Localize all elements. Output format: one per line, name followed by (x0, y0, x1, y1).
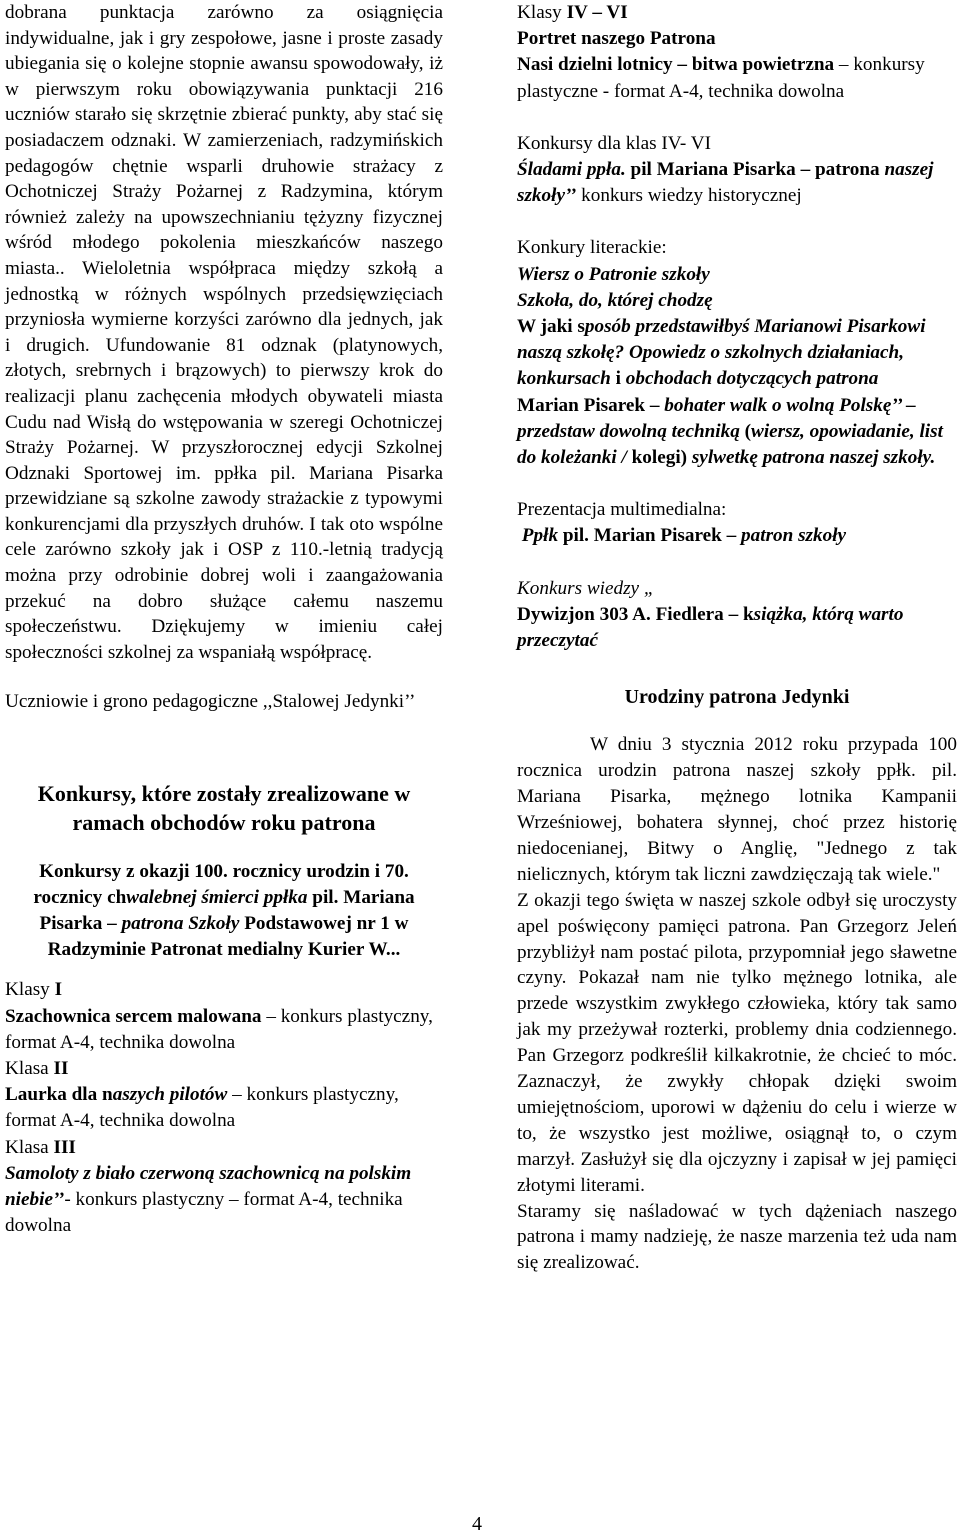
contest-multimedia: Prezentacja multimedialna: Ppłk pil. Marian Pisarek – patron szkoły (517, 499, 847, 547)
left-column (5, 0, 443, 1239)
signature: Uczniowie i grono pedagogiczne ,,Stalowej Jedynki’’ (5, 691, 416, 713)
contest-class-3: Klasa III Samoloty z biało czerwoną szachownicą na polskim niebie’’- konkurs plastyczny – format A-4, technika dowolna (5, 1136, 412, 1237)
article-heading: Urodziny patrona Jedynki (624, 686, 850, 709)
section-title: Konkursy, które zostały zrealizowane w ramach obchodów roku patrona (37, 781, 411, 836)
contest-history: Konkursy dla klas IV- VI Śladami ppła. pil Mariana Pisarka – patrona naszej szkoły’’ konkurs wiedzy historycznej (517, 132, 934, 207)
left-paragraph-1: dobrana punktacja zarówno za osiągnięcia indywidualne, jak i gry zespołowe, jasne i proste zasady ubiegania się o kolejne stopnie awansu spowodowały, iż w pierwszym roku obowiązywania punktacji 216 uczniów starało się skrzętnie zbierać punkty, aby stać się posiadaczem odznaki. W zamierzeniach, radzymińskich pedagogów chętnie wsparli druhowie strażacy z Ochotniczej Straży Pożarnej z Radzymina, którym również zależy na upowszechnianiu tężyzny fizycznej wśród młodego pokolenia mieszkańców naszego miasta.. Wieloletnia współpraca między szkołą a jednostką w różnych wspólnych przedsięwzięciach przyniosła wymierne korzyści zarówno dla jednych, jak i drugich. Ufundowanie 81 odznak (platynowych, złotych, srebrnych i brązowych) to pierwszy krok do realizacji planu zachęcenia młodych obywateli miasta Cudu nad Wisłą do wstępowania w szeregi Ochotniczej Straży Pożarnej. W przyszłorocznej edycji Szkolnej Odznaki Sportowej im. ppłka pil. Mariana Pisarka przewidziane są szkolne zawody strażackie z typowymi konkurencjami dla przyszłych druhów. I tak oto wspólne cele zarówno szkoły jak i OSP z 110.-letnią tradycją można przy odrobinie dobrej woli i zaangażowania przekuć na dobro służące całemu naszemu społeczeństwu. Dziękujemy w imieniu całej społeczności szkolnej za wspaniałą współpracę. (5, 2, 443, 663)
contest-class-2: Klasa II Laurka dla naszych pilotów – konkurs plastyczny, format A-4, technika dowolna (5, 1058, 399, 1132)
contest-classes-4-6: Klasy IV – VI Portret naszego Patrona Nasi dzielni lotnicy – bitwa powietrzna – konkursy plastyczne - format A-4, technika dowolna (517, 2, 925, 102)
article-paragraph-1: W dniu 3 stycznia 2012 roku przypada 100 rocznica urodzin patrona naszej szkoły ppłk. pil. Mariana Pisarka, mężnego lotnika Kampanii Wrześniowej, bohatera słynnej, choć przez historię niedocenianej, Bitwy o Anglię, "Jednego z tak nielicznych, którym tak liczni zawdzięczają tak wiele." (517, 734, 957, 885)
contest-literary: Konkury literackie: Wiersz o Patronie szkoły Szkoła, do, której chodzę W jaki sposób przedstawiłbyś Marianowi Pisarkowi naszą szkołę? Opowiedz o szkolnych działaniach, konkursach i obchodach dotyczących patrona Marian Pisarek – bohater walk o wolną Polskę’’ – przedstaw dowolną techniką (wiersz, opowiadanie, list do koleżanki / kolegi) sylwetkę patrona naszej szkoły. (517, 237, 943, 469)
article-paragraph-3: Staramy się naśladować w tych dążeniach naszego patrona i mamy nadzieję, że nasze marzenia też uda nam się zrealizować. (517, 1200, 957, 1274)
contest-knowledge: Konkurs wiedzy „ Dywizjon 303 A. Fiedlera – książka, którą warto przeczytać (517, 577, 904, 652)
article-paragraph-2: Z okazji tego święta w naszej szkole odbył się uroczysty apel poświęcony pamięci patrona. Pan Grzegorz Jeleń przybliżył nam postać pilota, przypomniał jego sławetne czyny. Pokazał nam nie tylko mężnego lotnika, ale przede wszystkim zwykłego człowieka, który tak samo jak my przeżywał rozterki, problemy dnia codziennego. Pan Grzegorz podkreślił kilkakrotnie, że chcieć to móc. Zaznaczył, że zwykły chłopak dzięki swoim umiejętnościom, uporowi w dążeniu do celu i wierze w to, że wszystko jest możliwe, osiągnął to, o czym marzył. Zasłużył się dla ojczyzny i zapisał w jej pamięci złotymi literami. (517, 889, 957, 1196)
page-number: 4 (472, 1513, 482, 1535)
right-column (517, 0, 957, 1276)
contest-class-1: Klasy I Szachownica sercem malowana – konkurs plastyczny, format A-4, technika dowolna (5, 979, 433, 1053)
section-subtitle: Konkursy z okazji 100. rocznicy urodzin i 70. rocznicy chwalebnej śmierci ppłka pil. Mariana Pisarka – patrona Szkoły Podstawowej nr 1 w Radzyminie Patronat medialny Kurier W... (33, 861, 415, 961)
